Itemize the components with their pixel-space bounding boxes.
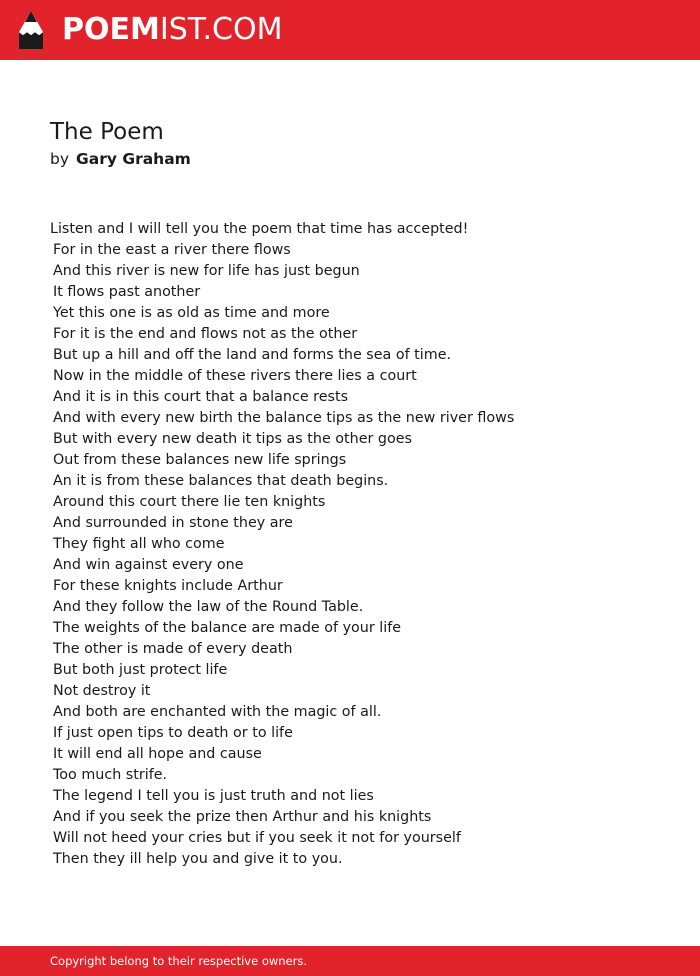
- poem-line: Too much strife.: [53, 767, 168, 783]
- pencil-tip-icon[interactable]: [18, 10, 44, 50]
- poem-line: And it is in this court that a balance rests: [53, 389, 349, 405]
- poem-line: But both just protect life: [53, 662, 228, 678]
- poem-line: But with every new death it tips as the other goes: [53, 431, 412, 447]
- poem-line: Yet this one is as old as time and more: [53, 305, 330, 321]
- poem-line: For it is the end and flows not as the other: [53, 326, 358, 342]
- footer-bar: [0, 946, 700, 976]
- poem-line: For these knights include Arthur: [53, 578, 283, 594]
- poem-line: The other is made of every death: [53, 641, 293, 657]
- poem-line: For in the east a river there flows: [53, 242, 291, 258]
- poem-line: Then they ill help you and give it to you.: [53, 851, 343, 867]
- poem-line: Out from these balances new life springs: [53, 452, 347, 468]
- poem-line: Now in the middle of these rivers there lies a court: [53, 368, 417, 384]
- by-label: by: [50, 150, 70, 168]
- poem-line: They fight all who come: [53, 536, 225, 552]
- poem-line: If just open tips to death or to life: [53, 725, 293, 741]
- poem-line: An it is from these balances that death begins.: [53, 473, 389, 489]
- author-name: Gary Graham: [76, 150, 191, 168]
- poem-line: And with every new birth the balance tips as the new river flows: [53, 410, 515, 426]
- poem-line: It will end all hope and cause: [53, 746, 262, 762]
- poem-line: And they follow the law of the Round Table.: [53, 599, 364, 615]
- poem-line: Not destroy it: [53, 683, 151, 699]
- poem-line: Around this court there lie ten knights: [53, 494, 326, 510]
- poem-line: Will not heed your cries but if you seek it not for yourself: [53, 830, 461, 846]
- poem-line: The legend I tell you is just truth and not lies: [53, 788, 374, 804]
- poem-line: Listen and I will tell you the poem that time has accepted!: [50, 221, 469, 237]
- poem-line: But up a hill and off the land and forms the sea of time.: [53, 347, 452, 363]
- header-bar: [0, 0, 700, 60]
- byline: [50, 149, 191, 169]
- poem-line: It flows past another: [53, 284, 201, 300]
- site-logo-text[interactable]: [62, 12, 282, 48]
- copyright-text: Copyright belong to their respective owners.: [50, 954, 308, 968]
- poem-line: And this river is new for life has just begun: [53, 263, 360, 279]
- poem-line: And surrounded in stone they are: [53, 515, 293, 531]
- poem-body: [50, 219, 670, 870]
- brand-light-text: IST.COM: [159, 12, 283, 47]
- poem-line: And both are enchanted with the magic of all.: [53, 704, 382, 720]
- poem-line: The weights of the balance are made of your life: [53, 620, 402, 636]
- poem-line: And win against every one: [53, 557, 244, 573]
- poem-title: The Poem: [50, 119, 164, 145]
- poem-line: And if you seek the prize then Arthur and his knights: [53, 809, 432, 825]
- brand-bold-text: POEM: [62, 12, 160, 47]
